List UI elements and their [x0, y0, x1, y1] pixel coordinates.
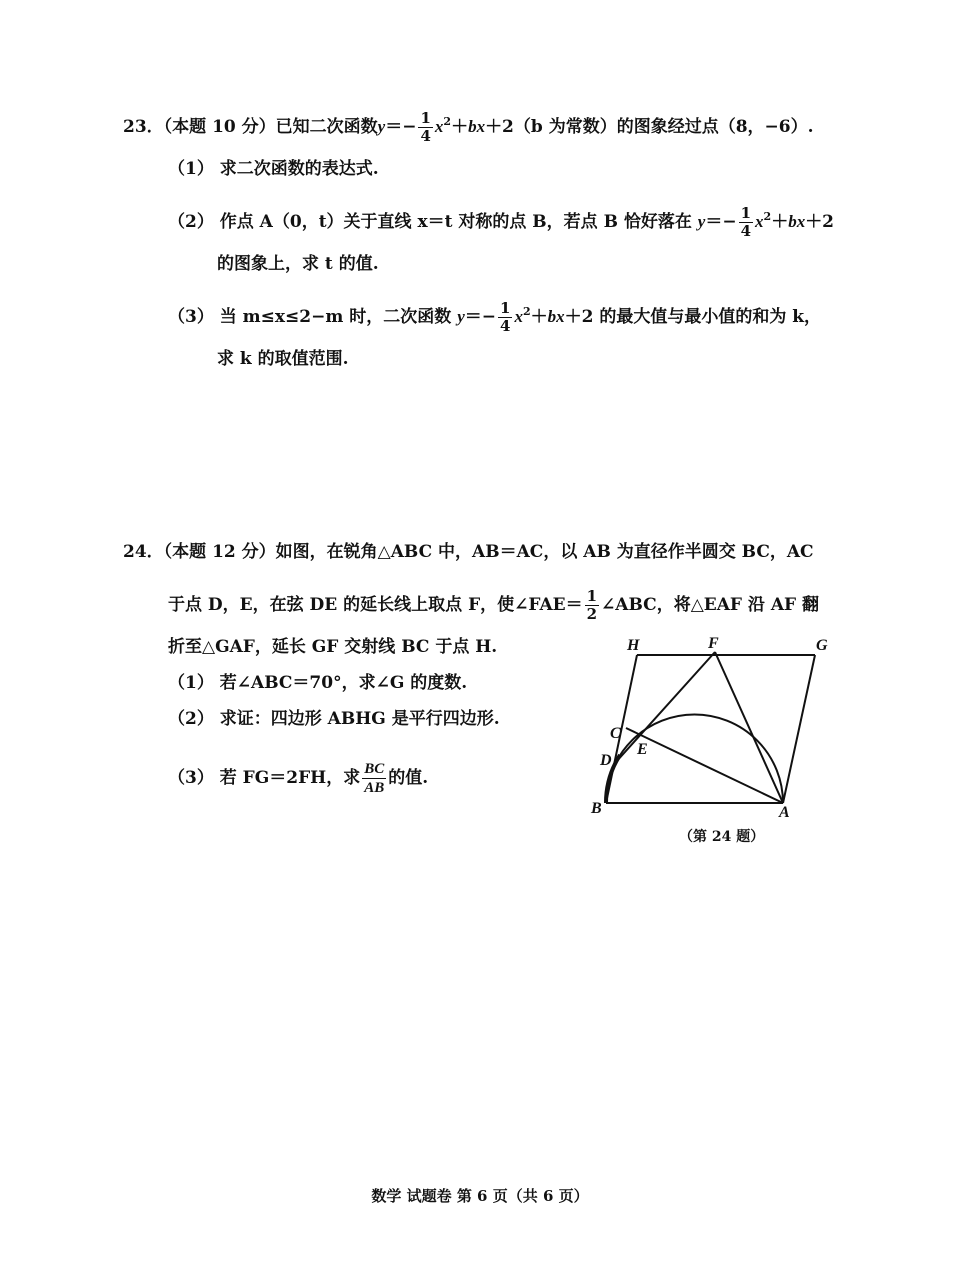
q23-part1: （1） 求二次函数的表达式. [168, 159, 379, 179]
q23-part3: （3） 当 m≤x≤2−m 时，二次函数 y＝− $\frac{1}{4}$ $x^2+bx+2$ 的最大值与最小值的和为 k， [168, 299, 822, 335]
fraction: $\frac{1}{4}$ [420, 109, 431, 145]
segment-df [616, 652, 715, 762]
label-a: A [779, 804, 790, 821]
label-b: B [591, 800, 602, 817]
label-f: F [708, 635, 719, 652]
q24-line3: 折至△GAF，延长 GF 交射线 BC 于点 H. [168, 637, 498, 657]
q23-header: 23．（本题 10 分）已知二次函数y＝− $\frac{1}{4}$ $x^2+bx+2(b$ 为常数）的图象经过点（8，−6）. [123, 109, 814, 145]
q24-part2: （2） 求证：四边形 ABHG 是平行四边形. [168, 709, 500, 729]
fraction-bc-ab: $\frac{BC}{AB}$ [364, 761, 385, 796]
label-e: E [637, 741, 648, 758]
label-c: C [610, 725, 621, 742]
fraction-half: $\frac{1}{2}$ [586, 587, 598, 623]
segment-ce [626, 728, 783, 803]
fraction: $\frac{1}{4}$ [740, 204, 752, 240]
q24-part1: （1） 若∠ABC＝70°，求∠G 的度数. [168, 673, 468, 693]
q24-number: 24． [123, 542, 164, 562]
page-footer: 数学 试题卷 第 6 页（共 6 页） [371, 1187, 589, 1205]
geometry-figure [580, 630, 880, 830]
fraction: $\frac{1}{4}$ [500, 299, 511, 335]
q24-line2: 于点 D，E，在弦 DE 的延长线上取点 F，使∠FAE＝ $\frac{1}{2}$ ∠ABC，将△EAF 沿 AF 翻 [168, 587, 820, 623]
q24-part3: （3） 若 FG＝2FH，求 $\frac{BC}{AB}$ 的值. [168, 761, 429, 796]
label-d: D [600, 752, 612, 769]
q23-part2: （2） 作点 A（0，t）关于直线 x＝t 对称的点 B，若点 B 恰好落在 y＝− $\frac{1}{4}$ $x^2+bx+2$ [168, 204, 835, 240]
segment-fa [715, 652, 783, 803]
q23-part3-cont: 求 k 的取值范围. [217, 349, 349, 369]
label-g: G [816, 637, 828, 654]
figure-caption: （第 24 题） [679, 829, 765, 845]
q23-part2-cont: 的图象上，求 t 的值. [217, 254, 379, 274]
label-h: H [627, 637, 640, 654]
q24-header: 24．（本题 12 分）如图，在锐角△ABC 中，AB＝AC，以 AB 为直径作半圆交 BC，AC [123, 542, 814, 562]
segment-ga [783, 655, 815, 803]
q23-number: 23． [123, 117, 164, 137]
